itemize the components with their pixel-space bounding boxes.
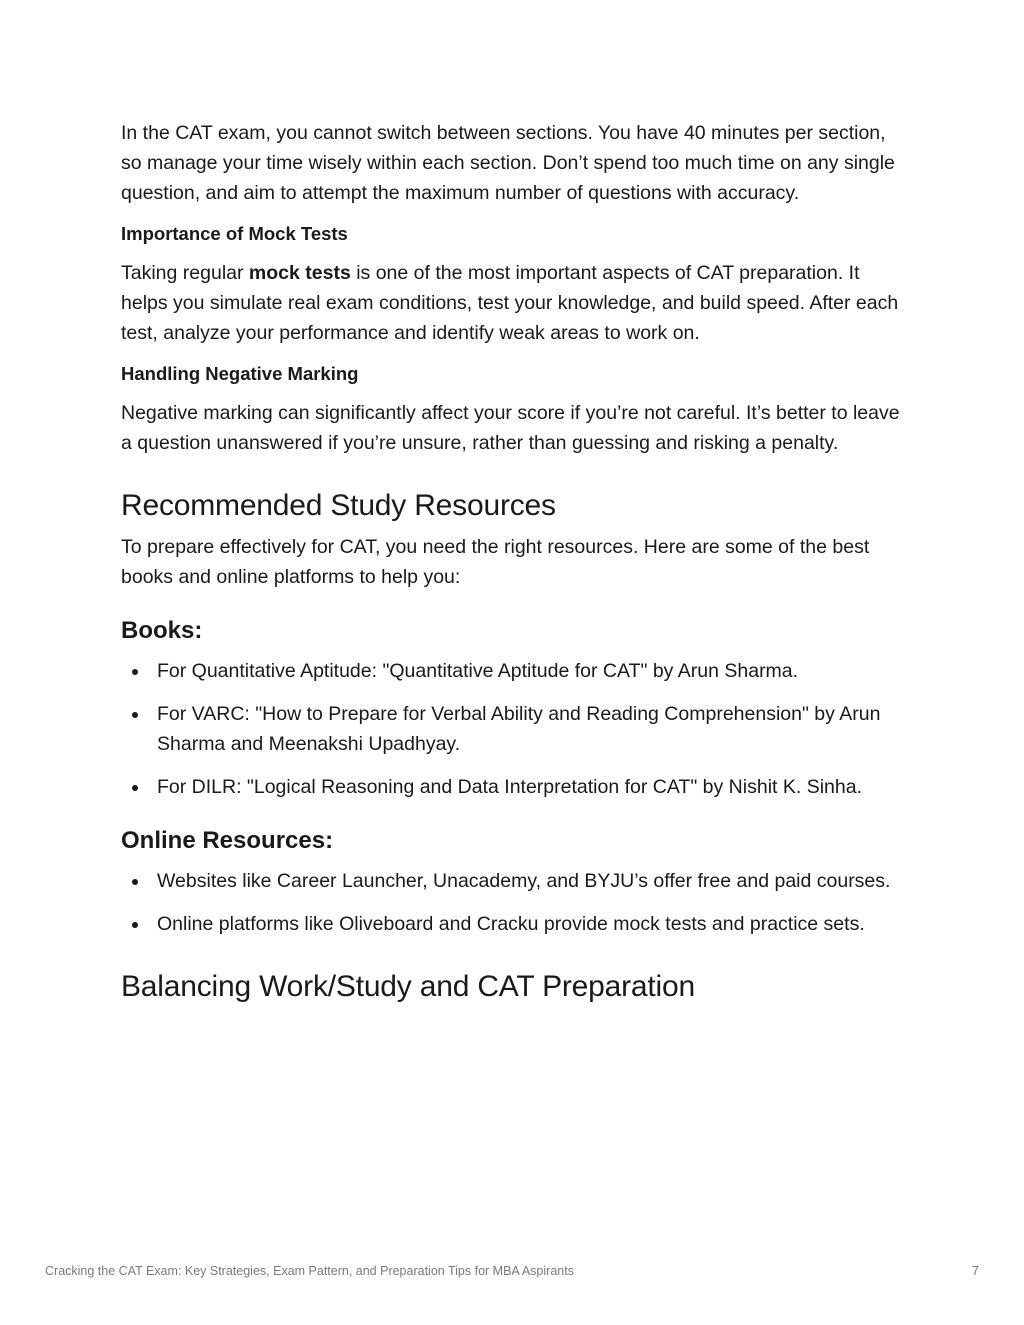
online-resources-list [121, 866, 911, 939]
list-item [121, 656, 911, 686]
list-item-text: For DILR: "Logical Reasoning and Data Interpretation for CAT" by Nishit K. Sinha. [157, 776, 862, 798]
books-list [121, 656, 911, 802]
list-item [121, 699, 911, 759]
list-item [121, 866, 911, 896]
bullet-icon [132, 785, 138, 791]
mock-tests-heading: Importance of Mock Tests [121, 223, 348, 244]
list-item [121, 772, 911, 802]
list-item-text: For Quantitative Aptitude: "Quantitative Aptitude for CAT" by Arun Sharma. [157, 660, 799, 682]
bullet-icon [132, 712, 138, 718]
negative-marking-heading: Handling Negative Marking [121, 363, 359, 384]
mock-tests-bold: mock tests [248, 262, 351, 284]
intro-paragraph: In the CAT exam, you cannot switch between sections. You have 40 minutes per section, so manage your time wisely within each section. Don’t spend too much time on any single question, and aim to attempt the maximum number of questions with accuracy. [121, 122, 895, 204]
footer-title: Cracking the CAT Exam: Key Strategies, Exam Pattern, and Preparation Tips for MBA Aspirants [45, 1264, 574, 1278]
bullet-icon [132, 922, 138, 928]
list-item-text: For VARC: "How to Prepare for Verbal Ability and Reading Comprehension" by Arun Sharma and Meenakshi Upadhyay. [157, 703, 881, 755]
mock-tests-paragraph [121, 258, 911, 348]
bullet-icon [132, 669, 138, 675]
list-item [121, 909, 911, 939]
page-content [121, 118, 911, 1013]
negative-marking-paragraph: Negative marking can significantly affect your score if you’re not careful. It’s better to leave a question unanswered if you’re unsure, rather than guessing and risking a penalty. [121, 402, 900, 454]
mock-tests-text-before: Taking regular [121, 262, 249, 284]
page-number: 7 [972, 1264, 979, 1278]
list-item-text: Online platforms like Oliveboard and Cracku provide mock tests and practice sets. [157, 913, 865, 935]
balancing-heading: Balancing Work/Study and CAT Preparation [121, 970, 695, 1003]
mock-tests-text-after: is one of the most important aspects of CAT preparation. It helps you simulate real exam conditions, test your knowledge, and build speed. After each test, analyze your performance and identify weak areas to work on. [121, 262, 899, 344]
resources-heading: Recommended Study Resources [121, 489, 556, 522]
resources-intro: To prepare effectively for CAT, you need the right resources. Here are some of the best books and online platforms to help you: [121, 536, 870, 588]
bullet-icon [132, 879, 138, 885]
list-item-text: Websites like Career Launcher, Unacademy, and BYJU’s offer free and paid courses. [157, 870, 891, 892]
online-resources-heading: Online Resources: [121, 827, 334, 854]
books-heading: Books: [121, 617, 203, 644]
